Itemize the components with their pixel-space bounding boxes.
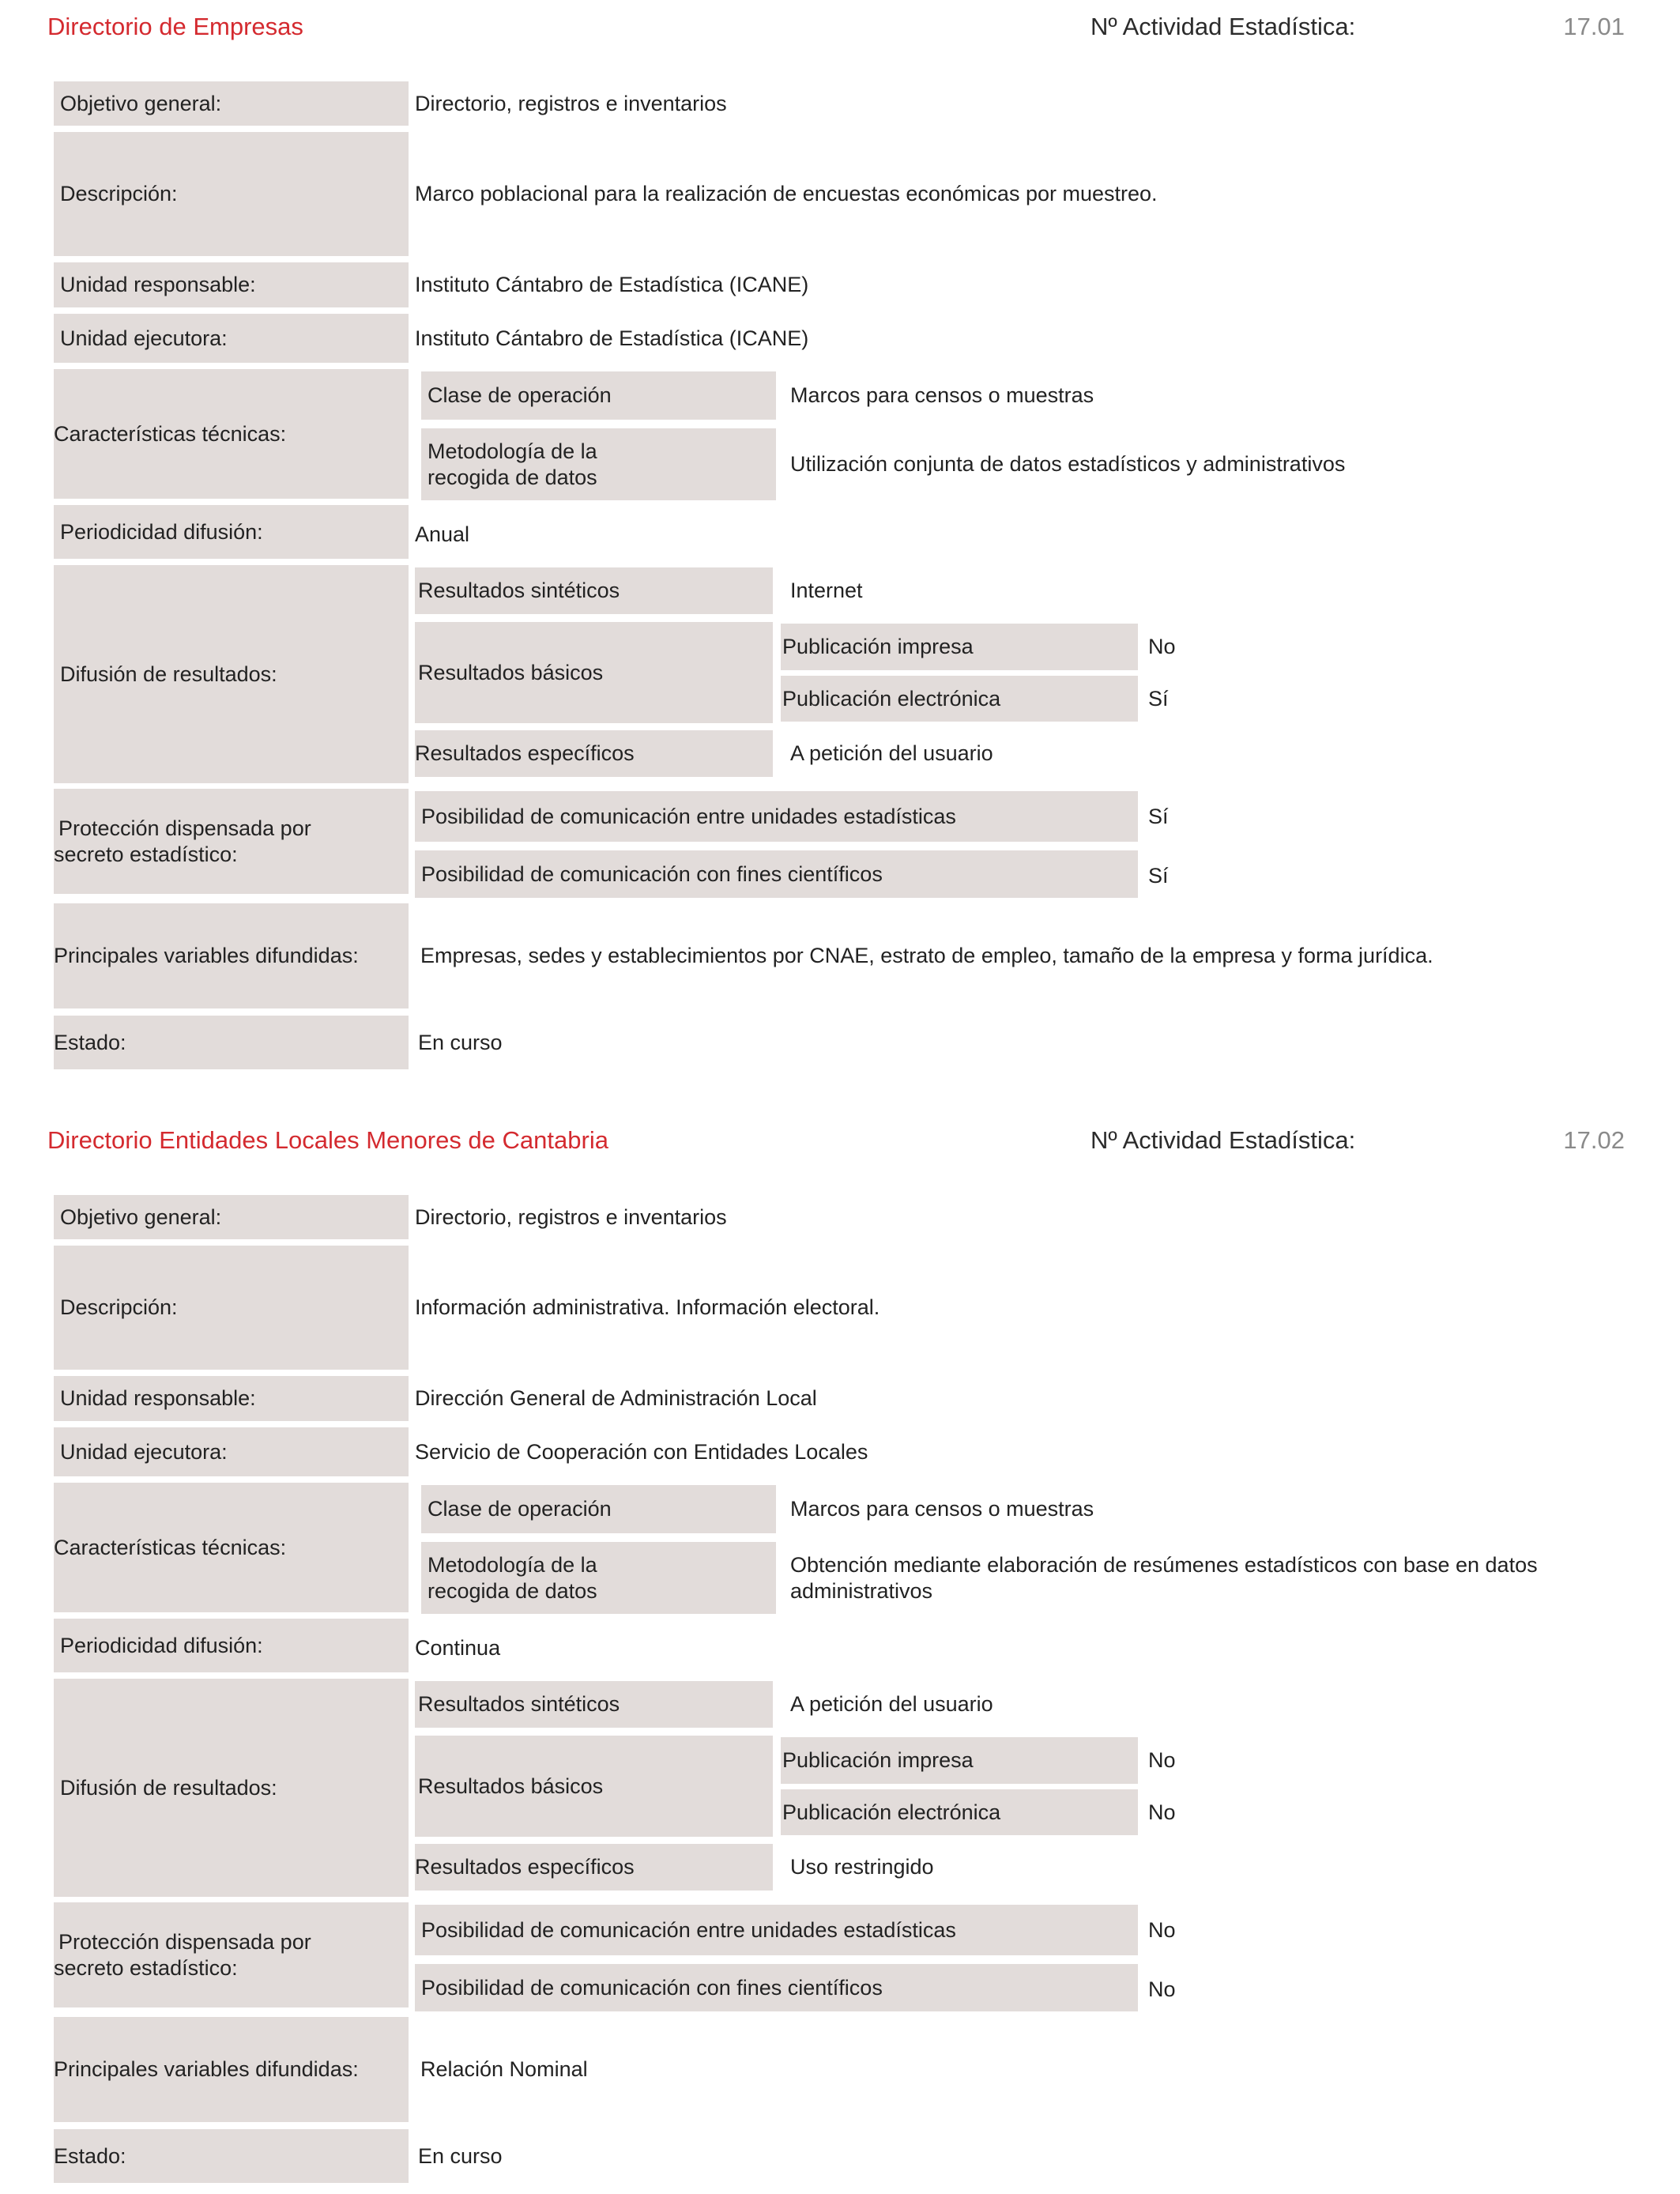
unidad-responsable-value: Dirección General de Administración Local: [415, 1386, 817, 1410]
publicacion-impresa-value: No: [1148, 1748, 1176, 1772]
clase-operacion-value: Marcos para censos o muestras: [790, 383, 1094, 407]
difusion-label: Difusión de resultados:: [54, 565, 409, 783]
variables-label: Principales variables difundidas:: [54, 2017, 409, 2122]
objetivo-label: Objetivo general:: [54, 81, 409, 126]
operation-title: Directorio de Empresas: [47, 13, 303, 40]
resultados-especificos-value: A petición del usuario: [790, 741, 993, 765]
metodologia-label: [421, 428, 776, 500]
activity-number: 17.01: [1563, 13, 1625, 40]
descripcion-value: Información administrativa. Información electoral.: [415, 1295, 880, 1319]
resultados-especificos-label: Resultados específicos: [415, 730, 773, 777]
resultados-basicos-label: Resultados básicos: [415, 1736, 773, 1837]
publicacion-electronica-value: Sí: [1148, 686, 1169, 711]
publicacion-electronica-label: Publicación electrónica: [781, 1789, 1138, 1835]
operation-title: Directorio Entidades Locales Menores de Cantabria: [47, 1126, 608, 1154]
resultados-especificos-value: Uso restringido: [790, 1855, 934, 1879]
metodologia-value: [790, 1542, 1620, 1614]
proteccion-label-line1: Protección dispensada por: [58, 1929, 311, 1954]
unidad-ejecutora-value: Instituto Cántabro de Estadística (ICANE): [415, 326, 809, 350]
proteccion-label-line2: secreto estadístico:: [54, 1955, 238, 1980]
comunicacion-cientificos-value: Sí: [1148, 863, 1169, 888]
metodologia-label-line2: recogida de datos: [428, 1578, 597, 1603]
objetivo-value: Directorio, registros e inventarios: [415, 91, 727, 115]
variables-value: Empresas, sedes y establecimientos por CNAE, estrato de empleo, tamaño de la empresa y forma jurídica.: [420, 944, 1433, 967]
metodologia-value-line1: Obtención mediante elaboración de resúmenes estadísticos con base en datos: [790, 1552, 1538, 1577]
estado-value: En curso: [418, 2143, 503, 2168]
resultados-sinteticos-label: Resultados sintéticos: [415, 1681, 773, 1728]
publicacion-impresa-label: Publicación impresa: [781, 624, 1138, 670]
unidad-ejecutora-label: Unidad ejecutora:: [54, 1427, 409, 1476]
unidad-responsable-label: Unidad responsable:: [54, 262, 409, 307]
objetivo-label: Objetivo general:: [54, 1195, 409, 1239]
periodicidad-value: Continua: [415, 1636, 501, 1660]
difusion-label: Difusión de resultados:: [54, 1679, 409, 1897]
comunicacion-cientificos-label: Posibilidad de comunicación con fines científicos: [415, 1964, 1138, 2011]
resultados-sinteticos-value: A petición del usuario: [790, 1692, 993, 1716]
resultados-especificos-label: Resultados específicos: [415, 1844, 773, 1891]
unidad-responsable-value: Instituto Cántabro de Estadística (ICANE): [415, 273, 809, 296]
estado-value: En curso: [418, 1030, 503, 1054]
objetivo-value: Directorio, registros e inventarios: [415, 1204, 727, 1229]
descripcion-label: Descripción:: [54, 1246, 409, 1370]
comunicacion-unidades-value: No: [1148, 1917, 1176, 1942]
publicacion-electronica-value: No: [1148, 1800, 1176, 1824]
metodologia-label-line1: Metodología de la: [428, 1552, 597, 1577]
resultados-sinteticos-label: Resultados sintéticos: [415, 567, 773, 614]
estado-label: Estado:: [54, 1016, 409, 1069]
caracteristicas-label: Características técnicas:: [54, 369, 409, 499]
metodologia-value: [790, 428, 1620, 500]
proteccion-label-line2: secreto estadístico:: [54, 842, 238, 866]
comunicacion-cientificos-value: No: [1148, 1977, 1176, 2001]
metodologia-value-line2: administrativos: [790, 1578, 933, 1603]
variables-value: Relación Nominal: [420, 2057, 588, 2081]
publicacion-impresa-label: Publicación impresa: [781, 1737, 1138, 1784]
activity-number: 17.02: [1563, 1126, 1625, 1154]
variables-label: Principales variables difundidas:: [54, 903, 409, 1008]
metodologia-label: [421, 1542, 776, 1614]
proteccion-label: [54, 1902, 409, 2007]
comunicacion-unidades-label: Posibilidad de comunicación entre unidades estadísticas: [415, 1905, 1138, 1955]
unidad-responsable-label: Unidad responsable:: [54, 1376, 409, 1421]
comunicacion-unidades-label: Posibilidad de comunicación entre unidades estadísticas: [415, 791, 1138, 842]
clase-operacion-label: Clase de operación: [421, 1485, 776, 1533]
activity-number-label: Nº Actividad Estadística:: [1090, 1126, 1356, 1154]
comunicacion-unidades-value: Sí: [1148, 804, 1169, 828]
activity-number-label: Nº Actividad Estadística:: [1090, 13, 1356, 40]
periodicidad-value: Anual: [415, 522, 470, 546]
metodologia-value-line1: Utilización conjunta de datos estadísticos y administrativos: [790, 452, 1346, 476]
estado-label: Estado:: [54, 2129, 409, 2183]
metodologia-label-line2: recogida de datos: [428, 465, 597, 489]
resultados-sinteticos-value: Internet: [790, 579, 863, 602]
metodologia-label-line1: Metodología de la: [428, 439, 597, 463]
clase-operacion-label: Clase de operación: [421, 371, 776, 420]
resultados-basicos-label: Resultados básicos: [415, 622, 773, 723]
unidad-ejecutora-label: Unidad ejecutora:: [54, 314, 409, 363]
clase-operacion-value: Marcos para censos o muestras: [790, 1497, 1094, 1521]
publicacion-electronica-label: Publicación electrónica: [781, 676, 1138, 722]
caracteristicas-label: Características técnicas:: [54, 1483, 409, 1612]
comunicacion-cientificos-label: Posibilidad de comunicación con fines científicos: [415, 850, 1138, 898]
descripcion-value: Marco poblacional para la realización de encuestas económicas por muestreo.: [415, 182, 1158, 205]
periodicidad-label: Periodicidad difusión:: [54, 505, 409, 559]
proteccion-label: [54, 789, 409, 894]
periodicidad-label: Periodicidad difusión:: [54, 1619, 409, 1672]
unidad-ejecutora-value: Servicio de Cooperación con Entidades Locales: [415, 1439, 868, 1464]
proteccion-label-line1: Protección dispensada por: [58, 816, 311, 840]
publicacion-impresa-value: No: [1148, 635, 1176, 658]
descripcion-label: Descripción:: [54, 132, 409, 256]
